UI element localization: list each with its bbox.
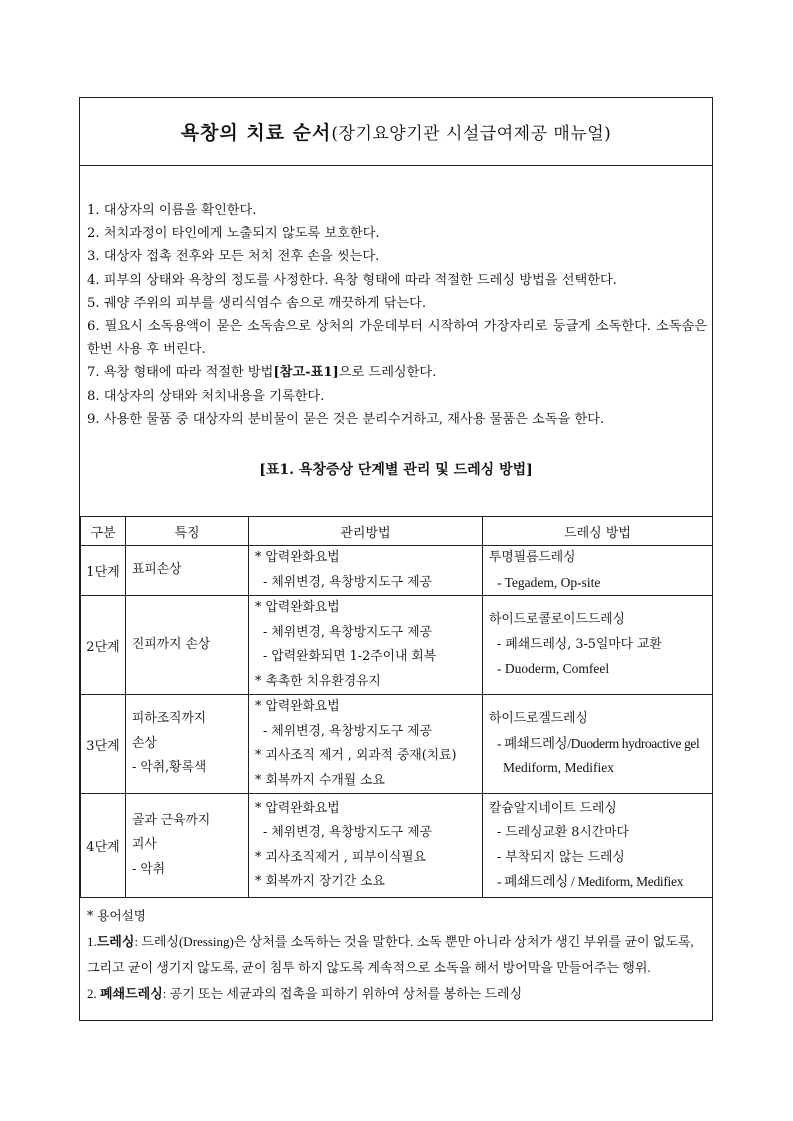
step-4: 4. 피부의 상태와 욕창의 정도를 사정한다. 욕창 형태에 따라 적절한 드레싱 방법을 선택한다. <box>87 272 617 288</box>
stage-cell: 1단계 <box>81 546 126 596</box>
management-line: - 압력완화되면 1-2주이내 회복 <box>263 649 437 664</box>
feature-cell <box>126 794 249 898</box>
dressing-cell <box>483 596 713 695</box>
title-box <box>80 98 712 166</box>
step-3: 3. 대상자 접촉 전후와 모든 처치 전후 손을 씻는다. <box>87 249 380 265</box>
header-management: 관리방법 <box>249 517 483 546</box>
step-8: 8. 대상자의 상태와 처치내용을 기록한다. <box>87 388 325 404</box>
glossary-item-1 <box>87 929 709 955</box>
table-caption: [표1. 욕창증상 단계별 관리 및 드레싱 방법] <box>259 462 533 478</box>
management-line: * 괴사조직 제거 , 외과적 중재(치료) <box>255 748 457 763</box>
procedure-steps <box>87 199 707 431</box>
step-2: 2. 처치과정이 타인에게 노출되지 않도록 보호한다. <box>87 226 380 242</box>
management-line: - 체위변경, 욕창방지도구 제공 <box>263 624 432 640</box>
table-row <box>81 596 713 695</box>
step-1: 1. 대상자의 이름을 확인한다. <box>87 203 257 218</box>
table-row <box>81 695 713 794</box>
management-cell <box>249 596 483 695</box>
feature-line: 진피까지 손상 <box>132 636 211 652</box>
dressing-line: 투명필름드레싱 <box>489 550 576 565</box>
feature-line: 피하조직까지 <box>132 711 207 727</box>
stage-cell: 4단계 <box>81 794 126 898</box>
step-5: 5. 궤양 주위의 피부를 생리식염수 솜으로 깨끗하게 닦는다. <box>87 295 427 311</box>
dressing-cell <box>483 546 713 596</box>
header-feature: 특징 <box>126 517 249 546</box>
management-line: * 괴사조직제거 , 피부이식필요 <box>255 849 427 865</box>
dressing-cell <box>483 794 713 898</box>
feature-line: - 악취 <box>132 861 166 877</box>
management-line: * 촉촉한 치유환경유지 <box>255 673 381 689</box>
document-frame <box>79 97 713 1021</box>
dressing-line: 하이드로겔드레싱 <box>489 711 588 727</box>
management-line: - 체위변경, 욕창방지도구 제공 <box>263 723 432 739</box>
feature-line: - 악취,황록색 <box>132 760 207 776</box>
feature-line: 손상 <box>132 735 157 751</box>
stage-cell: 3단계 <box>81 695 126 794</box>
management-cell <box>249 794 483 898</box>
dressing-line: 하이드로콜로이드드레싱 <box>489 612 625 628</box>
dressing-line: - Tegadem, Op-site <box>497 574 601 590</box>
document-title: 욕창의 치료 순서 <box>180 122 332 144</box>
dressing-line: - 부착되지 않는 드레싱 <box>497 849 625 865</box>
stage-cell: 2단계 <box>81 596 126 695</box>
glossary-1-term: 드레싱 <box>96 934 135 949</box>
feature-cell <box>126 546 249 596</box>
dressing-line: - Duoderm, Comfeel <box>497 661 610 677</box>
step-7-tail: 으로 드레싱한다. <box>338 365 437 381</box>
management-cell <box>249 546 483 596</box>
step-9: 9. 사용한 물품 중 대상자의 분비물이 묻은 것은 분리수거하고, 재사용 물품은 소독을 한다. <box>87 411 605 427</box>
step-7-text: 7. 욕창 형태에 따라 적절한 방법 <box>87 365 274 381</box>
table-row <box>81 546 713 596</box>
step-7-reference: [참고-표1] <box>273 365 339 381</box>
step-7 <box>87 361 707 384</box>
glossary-item-2 <box>87 981 709 1007</box>
dressing-line: - 폐쇄드레싱, 3-5일마다 교환 <box>497 636 662 652</box>
management-line: * 회복까지 수개월 소요 <box>255 772 385 788</box>
glossary-2-number: 2. <box>87 986 100 1001</box>
management-cell <box>249 695 483 794</box>
glossary-notes <box>87 903 709 1007</box>
step-6: 6. 필요시 소독용액이 묻은 소독솜으로 상처의 가운데부터 시작하여 가장자리로 둥글게 소독한다. 소독솜은 한번 사용 후 버린다. <box>87 319 707 358</box>
management-line: * 압력완화요법 <box>255 699 340 714</box>
management-line: - 체위변경, 욕창방지도구 제공 <box>263 825 432 840</box>
glossary-2-text: : 공기 또는 세균과의 접촉을 피하기 위하여 상처를 봉하는 드레싱 <box>162 986 523 1001</box>
feature-cell <box>126 596 249 695</box>
dressing-line: 칼슘알지네이트 드레싱 <box>489 800 617 816</box>
feature-line: 표피손상 <box>132 562 182 578</box>
dressing-line: Mediform, Medifiex <box>503 760 614 776</box>
dressing-cell <box>483 695 713 794</box>
glossary-item-1-continued: 그리고 균이 생기지 않도록, 균이 침투 하지 않도록 계속적으로 소독을 해서 방어막을 만들어주는 행위. <box>87 960 651 975</box>
document-subtitle: (장기요양기관 시설급여제공 매뉴얼) <box>331 124 612 144</box>
dressing-table <box>80 516 713 898</box>
header-stage: 구분 <box>81 517 126 546</box>
management-line: * 회복까지 장기간 소요 <box>255 874 385 889</box>
table-row <box>81 794 713 898</box>
feature-cell <box>126 695 249 794</box>
header-dressing: 드레싱 방법 <box>483 517 713 546</box>
feature-line: 골과 근육까지 <box>132 812 211 828</box>
feature-line: 괴사 <box>132 837 157 853</box>
glossary-1-number: 1. <box>87 934 97 949</box>
dressing-line: - 드레싱교환 8시간마다 <box>497 825 629 840</box>
management-line: * 압력완화요법 <box>255 600 340 615</box>
glossary-2-term: 폐쇄드레싱 <box>100 986 163 1001</box>
glossary-heading: * 용어설명 <box>87 908 146 923</box>
glossary-1-text: : 드레싱(Dressing)은 상처를 소독하는 것을 말한다. 소독 뿐만 아니라 상처가 생긴 부위를 균이 없도록, <box>134 934 694 949</box>
management-line: - 체위변경, 욕창방지도구 제공 <box>263 574 432 590</box>
dressing-line: - 폐쇄드레싱 / Mediform, Medifiex <box>497 874 684 889</box>
dressing-line: - 폐쇄드레싱/Duoderm hydroactive gel <box>497 735 700 751</box>
table-header-row <box>81 517 713 546</box>
management-line: * 압력완화요법 <box>255 800 340 816</box>
management-line: * 압력완화요법 <box>255 550 340 565</box>
